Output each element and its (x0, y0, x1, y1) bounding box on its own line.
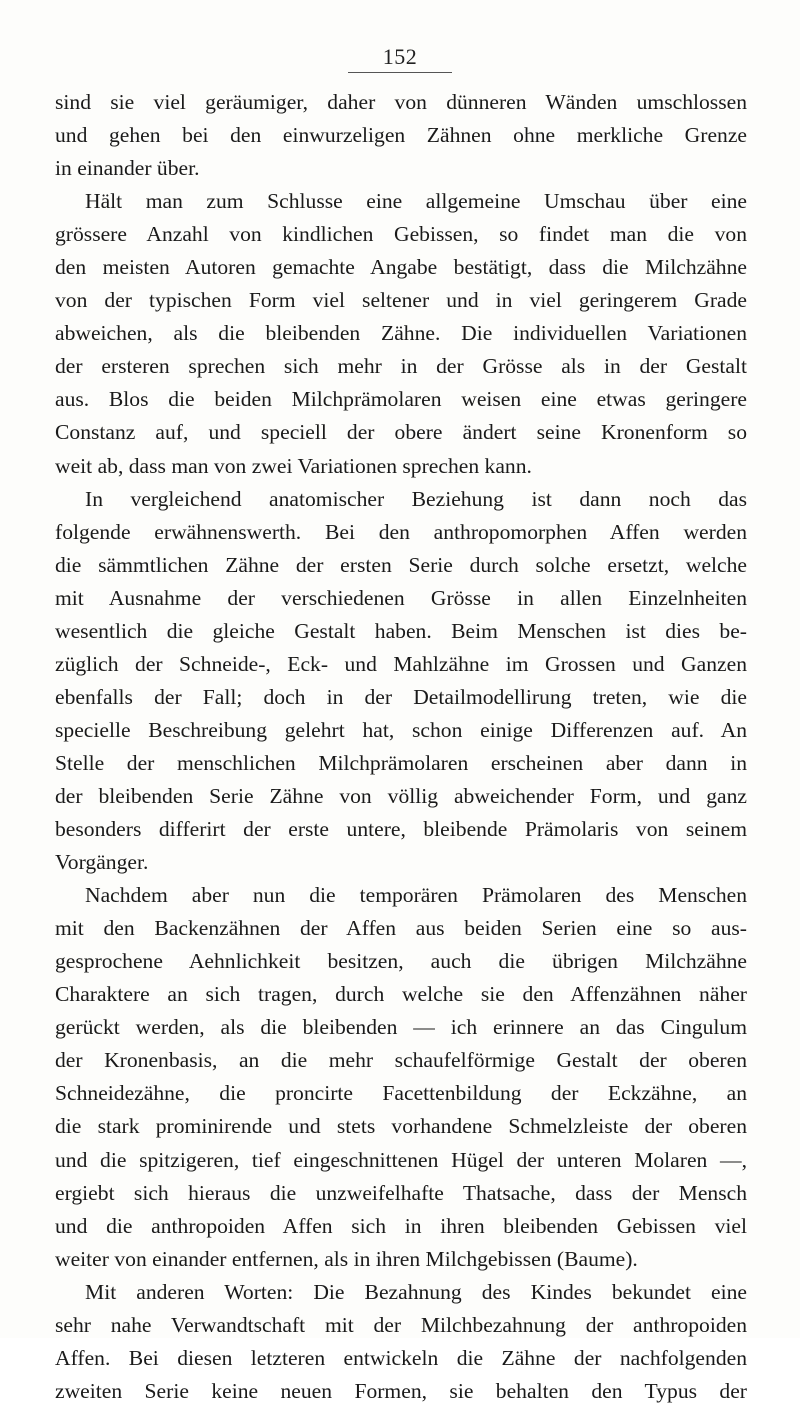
text-line: und gehen bei den einwurzeligen Zähnen ohne merkliche Grenze (55, 123, 747, 148)
text-line: Schneidezähne, die proncirte Facettenbildung der Eckzähne, an (55, 1081, 747, 1106)
text-line: der ersteren sprechen sich mehr in der Grösse als in der Gestalt (55, 354, 747, 379)
text-line: Mit anderen Worten: Die Bezahnung des Kindes bekundet eine (85, 1279, 747, 1304)
text-line: weiter von einander entfernen, als in ihren Milchgebissen (Baume). (55, 1246, 638, 1271)
body-text (55, 86, 747, 1408)
text-line: ebenfalls der Fall; doch in der Detailmodellirung treten, wie die (55, 684, 747, 709)
text-line: gesprochene Aehnlichkeit besitzen, auch die übrigen Milchzähne (55, 949, 747, 974)
page-number: 152 (382, 44, 418, 69)
text-line: Affen. Bei diesen letzteren entwickeln die Zähne der nachfolgenden (55, 1345, 747, 1370)
text-line: besonders differirt der erste untere, bleibende Prämolaris von seinem (55, 817, 747, 842)
text-line: folgende erwähnenswerth. Bei den anthropomorphen Affen werden (55, 519, 747, 544)
text-line: den meisten Autoren gemachte Angabe bestätigt, dass die Milchzähne (55, 255, 747, 280)
text-line: aus. Blos die beiden Milchprämolaren weisen eine etwas geringere (55, 387, 747, 412)
text-line: sind sie viel geräumiger, daher von dünneren Wänden umschlossen (55, 90, 747, 114)
text-line: Constanz auf, und speciell der obere ändert seine Kronenform so (55, 420, 747, 445)
text-line: ergiebt sich hieraus die unzweifelhafte Thatsache, dass der Mensch (55, 1180, 747, 1205)
text-line: gerückt werden, als die bleibenden — ich erinnere an das Cingulum (55, 1015, 747, 1040)
text-line: sehr nahe Verwandtschaft mit der Milchbezahnung der anthropoiden (55, 1312, 747, 1337)
text-line: In vergleichend anatomischer Beziehung ist dann noch das (85, 486, 747, 511)
text-line: Nachdem aber nun die temporären Prämolaren des Menschen (85, 883, 747, 908)
text-line: die stark prominirende und stets vorhandene Schmelzleiste der oberen (55, 1114, 747, 1139)
text-line: der Kronenbasis, an die mehr schaufelförmige Gestalt der oberen (55, 1048, 747, 1073)
text-line: specielle Beschreibung gelehrt hat, schon einige Differenzen auf. An (55, 717, 747, 742)
text-line: Stelle der menschlichen Milchprämolaren erscheinen aber dann in (55, 750, 747, 775)
text-line: von der typischen Form viel seltener und in viel geringerem Grade (55, 288, 747, 313)
text-line: züglich der Schneide-, Eck- und Mahlzähne im Grossen und Ganzen (55, 651, 747, 676)
text-line: wesentlich die gleiche Gestalt haben. Beim Menschen ist dies be- (55, 618, 747, 643)
text-line: und die anthropoiden Affen sich in ihren bleibenden Gebissen viel (55, 1213, 747, 1238)
text-line: abweichen, als die bleibenden Zähne. Die individuellen Variationen (55, 321, 747, 346)
text-line: mit den Backenzähnen der Affen aus beiden Serien eine so aus- (55, 916, 747, 941)
text-line: der bleibenden Serie Zähne von völlig abweichender Form, und ganz (55, 783, 747, 808)
text-line: Vorgänger. (55, 850, 149, 875)
text-line: mit Ausnahme der verschiedenen Grösse in allen Einzelnheiten (55, 585, 747, 610)
text-line: Charaktere an sich tragen, durch welche sie den Affenzähnen näher (55, 982, 747, 1007)
text-line: die sämmtlichen Zähne der ersten Serie durch solche ersetzt, welche (55, 552, 747, 577)
page-number-rule (348, 72, 452, 73)
text-line: und die spitzigeren, tief eingeschnittenen Hügel der unteren Molaren —, (55, 1147, 747, 1172)
text-line: Hält man zum Schlusse eine allgemeine Umschau über eine (85, 189, 747, 214)
text-line: zweiten Serie keine neuen Formen, sie behalten den Typus der (55, 1378, 747, 1403)
text-line: grössere Anzahl von kindlichen Gebissen, so findet man die von (55, 222, 747, 247)
text-line: in einander über. (55, 156, 200, 181)
text-line: weit ab, dass man von zwei Variationen sprechen kann. (55, 453, 532, 478)
